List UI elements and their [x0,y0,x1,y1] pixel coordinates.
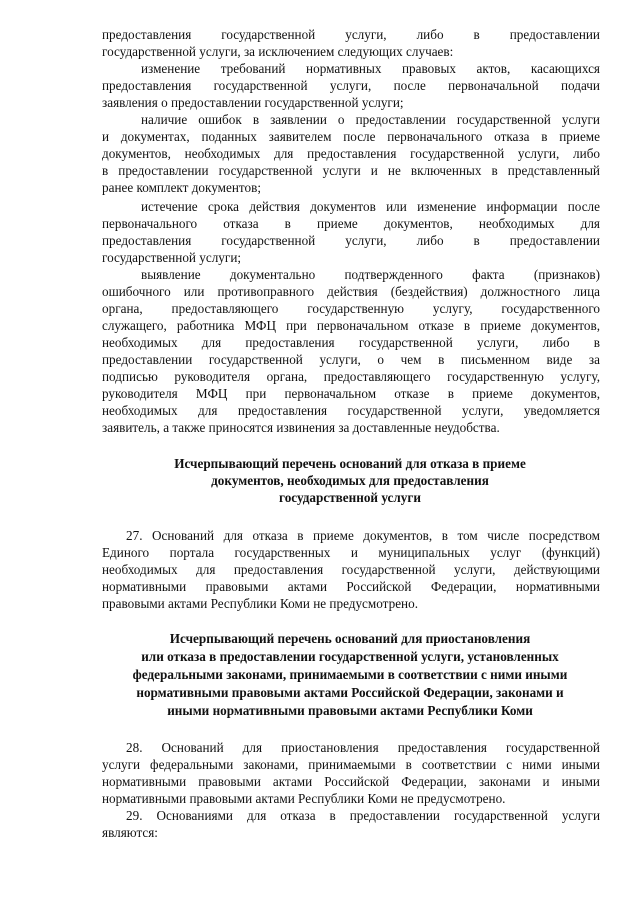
section-heading: Исчерпывающий перечень оснований для отказа в приеме [174,456,526,471]
text-line: Единого портала государственных и муниципальных услуг (функций) [102,545,600,560]
text-line: подписью руководителя органа, предоставляющего государственную услугу, [102,369,600,384]
text-line: нормативными правовыми актами Российской Федерации, законами и иными [102,774,600,789]
text-line: необходимых для предоставления государственной услуги, действующими [102,562,600,577]
text-line: государственной услуги, за исключением следующих случаев: [102,44,454,59]
text-line: ошибочного или противоправного действия (бездействия) должностного лица [102,284,600,299]
text-line: руководителя МФЦ при первоначальном отказе в приеме документов, [102,386,600,401]
text-line: государственной услуги; [102,250,242,265]
text-line: нормативными правовыми актами Российской Федерации, нормативными [102,579,600,594]
text-line: предоставления государственной услуги, после первоначальной подачи [102,78,600,93]
text-line: изменение требований нормативных правовых актов, касающихся [141,61,600,76]
text-line: услуги федеральными законами, принимаемыми в соответствии с ними иными [102,757,600,772]
text-line: 28. Оснований для приостановления предоставления государственной [126,740,600,755]
text-line: органа, предоставляющего государственную услугу, государственного [102,301,600,316]
text-line: истечение срока действия документов или изменение информации после [141,199,600,214]
text-line: служащего, работника МФЦ при первоначальном отказе в приеме документов, [102,318,600,333]
section-heading: иными нормативными правовыми актами Республики Коми [167,703,533,718]
section-heading: государственной услуги [279,490,421,505]
text-line: необходимых для предоставления государственной услуги, уведомляется [102,403,600,418]
text-line: ранее комплект документов; [102,180,261,195]
text-line: наличие ошибок в заявлении о предоставлении государственной услуги [141,112,600,127]
section-heading: федеральными законами, принимаемыми в соответствии с ними иными [132,667,568,682]
text-line: правовыми актами Республики Коми не предусмотрено. [102,596,418,611]
text-line: заявления о предоставлении государственной услуги; [102,95,404,110]
section-heading: или отказа в предоставлении государственной услуги, установленных [141,649,559,664]
text-line: 27. Оснований для отказа в приеме документов, в том числе посредством [126,528,600,543]
text-line: нормативными правовыми актами Республики Коми не предусмотрено. [102,791,506,806]
section-heading: Исчерпывающий перечень оснований для приостановления [169,631,531,646]
text-line: в предоставлении государственной услуги и не включенных в представленный [102,163,600,178]
text-line: выявление документально подтвержденного факта (признаков) [141,267,600,282]
text-line: первоначального отказа в приеме документов, необходимых для [102,216,600,231]
text-line: предоставления государственной услуги, либо в предоставлении [102,233,600,248]
text-line: документов, необходимых для предоставления государственной услуги, либо [102,146,600,161]
text-line: являются: [102,825,158,840]
text-line: и документах, поданных заявителем после первоначального отказа в приеме [102,129,600,144]
text-line: предоставления государственной услуги, либо в предоставлении [102,27,600,42]
text-line: 29. Основаниями для отказа в предоставлении государственной услуги [126,808,600,823]
section-heading: документов, необходимых для предоставления [211,473,489,488]
text-line: заявитель, а также приносятся извинения за доставленные неудобства. [102,420,500,435]
text-line: необходимых для предоставления государственной услуги, либо в [102,335,600,350]
text-line: предоставлении государственной услуги, о чем в письменном виде за [102,352,600,367]
section-heading: нормативными правовыми актами Российской Федерации, законами и [136,685,564,700]
